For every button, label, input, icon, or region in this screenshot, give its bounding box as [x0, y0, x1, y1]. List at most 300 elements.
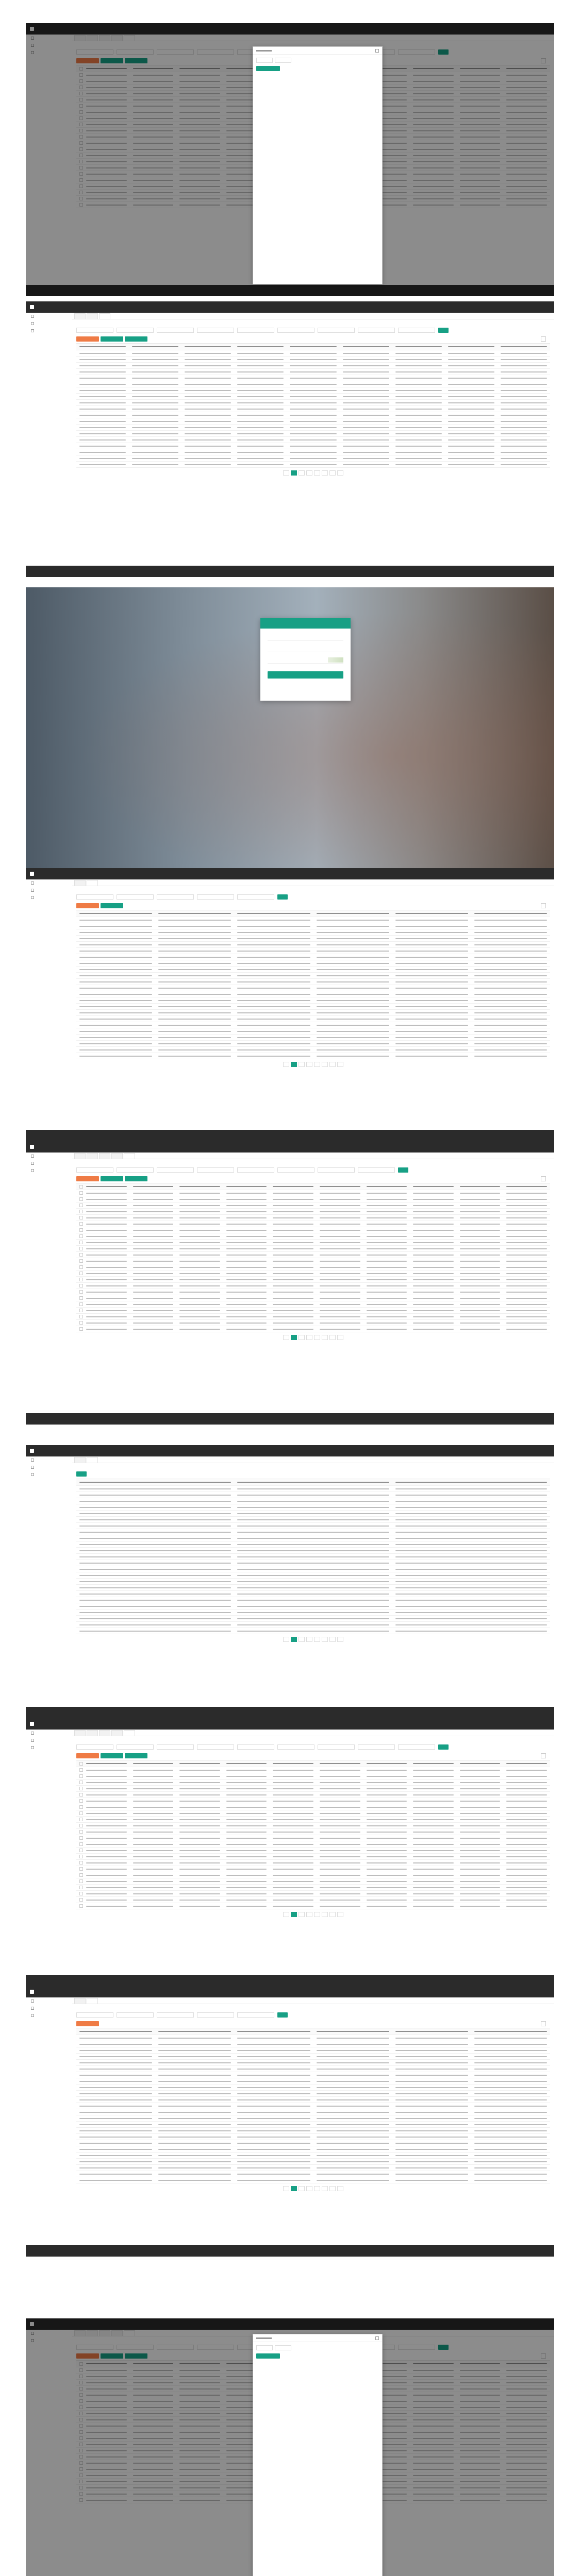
table-row[interactable]	[76, 1326, 550, 1332]
table-row[interactable]	[76, 1190, 550, 1196]
page-button[interactable]	[322, 1335, 328, 1340]
tab[interactable]	[124, 1730, 135, 1736]
table-row[interactable]	[76, 1047, 550, 1053]
filter-input[interactable]	[197, 1167, 234, 1173]
page-button[interactable]	[337, 2186, 343, 2191]
filter-input[interactable]	[76, 894, 113, 900]
table-row[interactable]	[76, 1233, 550, 1240]
filter-input[interactable]	[237, 2012, 274, 2018]
refresh-icon[interactable]	[541, 336, 546, 342]
page-button[interactable]	[337, 1637, 343, 1642]
table-row[interactable]	[76, 1841, 550, 1848]
filter-input[interactable]	[358, 328, 395, 333]
sidebar-item[interactable]	[26, 879, 72, 887]
tab[interactable]	[87, 1153, 98, 1159]
search-button[interactable]	[277, 2012, 288, 2018]
filter-input[interactable]	[76, 328, 113, 333]
table-row[interactable]	[76, 1196, 550, 1202]
table-row[interactable]	[76, 1804, 550, 1810]
table-row[interactable]	[76, 2115, 550, 2122]
row-checkbox[interactable]	[79, 1253, 83, 1257]
table-row[interactable]	[76, 1835, 550, 1841]
row-checkbox[interactable]	[79, 1265, 83, 1269]
table-row[interactable]	[76, 1903, 550, 1909]
table-row[interactable]	[76, 2047, 550, 2054]
table-row[interactable]	[76, 1603, 550, 1609]
page-button[interactable]	[322, 2186, 328, 2191]
row-checkbox[interactable]	[79, 1787, 83, 1790]
table-row[interactable]	[76, 1767, 550, 1773]
table-row[interactable]	[76, 917, 550, 923]
table-row[interactable]	[76, 1897, 550, 1903]
row-checkbox[interactable]	[79, 1302, 83, 1306]
login-button[interactable]	[268, 671, 343, 679]
table-row[interactable]	[76, 394, 550, 400]
action-button[interactable]	[125, 1753, 147, 1758]
sidebar-subitem[interactable]	[26, 1787, 72, 1794]
row-checkbox[interactable]	[79, 1818, 83, 1821]
table-row[interactable]	[76, 1566, 550, 1572]
sidebar-subitem[interactable]	[26, 2019, 72, 2026]
table-row[interactable]	[76, 2041, 550, 2047]
table-row[interactable]	[76, 1246, 550, 1252]
row-checkbox[interactable]	[79, 1204, 83, 1207]
table-row[interactable]	[76, 1511, 550, 1517]
page-button[interactable]	[283, 1062, 289, 1067]
table-row[interactable]	[76, 1283, 550, 1289]
filter-input[interactable]	[117, 1167, 154, 1173]
page-button[interactable]	[314, 1335, 320, 1340]
table-row[interactable]	[76, 1010, 550, 1016]
table-row[interactable]	[76, 1541, 550, 1548]
sidebar-item[interactable]	[26, 320, 72, 327]
page-button[interactable]	[299, 1335, 305, 1340]
confirm-button[interactable]	[256, 66, 280, 71]
row-checkbox[interactable]	[79, 1228, 83, 1232]
table-row[interactable]	[76, 1289, 550, 1295]
table-row[interactable]	[76, 375, 550, 381]
tab[interactable]	[87, 1457, 98, 1463]
page-button[interactable]	[291, 2186, 297, 2191]
table-row[interactable]	[76, 2084, 550, 2091]
action-button[interactable]	[101, 903, 123, 908]
page-button[interactable]	[283, 2186, 289, 2191]
action-button[interactable]	[101, 336, 123, 342]
page-button[interactable]	[306, 1062, 312, 1067]
table-row[interactable]	[76, 2177, 550, 2183]
refresh-icon[interactable]	[541, 1176, 546, 1181]
action-button[interactable]	[76, 1753, 99, 1758]
table-row[interactable]	[76, 2140, 550, 2146]
sidebar-item[interactable]	[26, 1167, 72, 1174]
row-checkbox[interactable]	[79, 1855, 83, 1858]
table-row[interactable]	[76, 1817, 550, 1823]
page-button[interactable]	[314, 1062, 320, 1067]
table-row[interactable]	[76, 1517, 550, 1523]
table-row[interactable]	[76, 437, 550, 443]
filter-input[interactable]	[76, 2012, 113, 2018]
filter-input[interactable]	[318, 1167, 355, 1173]
tab[interactable]	[87, 880, 98, 886]
select-all-checkbox[interactable]	[79, 1762, 83, 1766]
refresh-icon[interactable]	[541, 903, 546, 908]
table-row[interactable]	[76, 425, 550, 431]
row-checkbox[interactable]	[79, 1836, 83, 1840]
table-row[interactable]	[76, 350, 550, 357]
table-row[interactable]	[76, 973, 550, 979]
sidebar-item[interactable]	[26, 1160, 72, 1167]
table-row[interactable]	[76, 1628, 550, 1634]
sidebar-subitem[interactable]	[26, 1181, 72, 1189]
action-button[interactable]	[76, 336, 99, 342]
table-row[interactable]	[76, 1860, 550, 1866]
page-button[interactable]	[299, 1637, 305, 1642]
table-row[interactable]	[76, 2072, 550, 2078]
sidebar-item[interactable]	[26, 2012, 72, 2019]
captcha-image[interactable]	[328, 657, 343, 663]
tab[interactable]	[99, 1730, 110, 1736]
table-row[interactable]	[76, 1227, 550, 1233]
row-checkbox[interactable]	[79, 1886, 83, 1889]
page-button[interactable]	[322, 1637, 328, 1642]
tab[interactable]	[74, 1730, 86, 1736]
page-button[interactable]	[291, 1912, 297, 1917]
table-row[interactable]	[76, 1301, 550, 1308]
sidebar-item[interactable]	[26, 894, 72, 901]
table-row[interactable]	[76, 997, 550, 1004]
sidebar-item[interactable]	[26, 327, 72, 334]
sidebar-subitem[interactable]	[26, 1485, 72, 1493]
sidebar-item[interactable]	[26, 1737, 72, 1744]
table-row[interactable]	[76, 412, 550, 418]
table-row[interactable]	[76, 985, 550, 991]
tab[interactable]	[111, 1153, 123, 1159]
row-checkbox[interactable]	[79, 1781, 83, 1784]
table-row[interactable]	[76, 1773, 550, 1780]
sidebar-item[interactable]	[26, 313, 72, 320]
row-checkbox[interactable]	[79, 1327, 83, 1331]
table-row[interactable]	[76, 2097, 550, 2103]
tab[interactable]	[99, 313, 110, 319]
page-button[interactable]	[306, 1335, 312, 1340]
sidebar-subitem[interactable]	[26, 901, 72, 908]
page-button[interactable]	[337, 1062, 343, 1067]
table-row[interactable]	[76, 948, 550, 954]
table-row[interactable]	[76, 1854, 550, 1860]
page-button[interactable]	[329, 1062, 336, 1067]
select-all-checkbox[interactable]	[79, 1185, 83, 1189]
table-row[interactable]	[76, 979, 550, 985]
sidebar-subitem[interactable]	[26, 334, 72, 342]
filter-input[interactable]	[197, 1744, 234, 1750]
table-row[interactable]	[76, 418, 550, 425]
page-button[interactable]	[306, 2186, 312, 2191]
filter-input[interactable]	[318, 328, 355, 333]
table-row[interactable]	[76, 923, 550, 929]
tab[interactable]	[74, 1153, 86, 1159]
table-row[interactable]	[76, 400, 550, 406]
table-row[interactable]	[76, 1591, 550, 1597]
table-row[interactable]	[76, 357, 550, 363]
table-row[interactable]	[76, 443, 550, 449]
filter-input[interactable]	[277, 1167, 314, 1173]
table-row[interactable]	[76, 1579, 550, 1585]
table-row[interactable]	[76, 2153, 550, 2159]
action-button[interactable]	[76, 2021, 99, 2026]
page-button[interactable]	[299, 2186, 305, 2191]
filter-input[interactable]	[157, 894, 194, 900]
filter-input[interactable]	[237, 894, 274, 900]
table-row[interactable]	[76, 2066, 550, 2072]
row-checkbox[interactable]	[79, 1842, 83, 1846]
filter-input[interactable]	[157, 2012, 194, 2018]
page-button[interactable]	[291, 1637, 297, 1642]
page-button[interactable]	[283, 1335, 289, 1340]
table-row[interactable]	[76, 2159, 550, 2165]
table-row[interactable]	[76, 1792, 550, 1798]
sidebar-item[interactable]	[26, 1471, 72, 1478]
row-checkbox[interactable]	[79, 1234, 83, 1238]
page-button[interactable]	[329, 1912, 336, 1917]
page-button[interactable]	[291, 1335, 297, 1340]
table-row[interactable]	[76, 1252, 550, 1258]
sidebar-subitem[interactable]	[26, 1189, 72, 1196]
field[interactable]	[256, 2345, 273, 2350]
table-row[interactable]	[76, 1215, 550, 1221]
table-row[interactable]	[76, 1028, 550, 1035]
sidebar-subitem[interactable]	[26, 1751, 72, 1758]
table-row[interactable]	[76, 1585, 550, 1591]
tab[interactable]	[74, 880, 86, 886]
sidebar-subitem[interactable]	[26, 2026, 72, 2033]
sidebar-subitem[interactable]	[26, 1773, 72, 1780]
sidebar-subitem[interactable]	[26, 1758, 72, 1766]
table-row[interactable]	[76, 1616, 550, 1622]
table-row[interactable]	[76, 1885, 550, 1891]
table-row[interactable]	[76, 2103, 550, 2109]
row-checkbox[interactable]	[79, 1216, 83, 1219]
search-button[interactable]	[76, 1471, 87, 1477]
table-row[interactable]	[76, 1258, 550, 1264]
search-button[interactable]	[438, 1744, 449, 1750]
table-row[interactable]	[76, 929, 550, 936]
row-checkbox[interactable]	[79, 1879, 83, 1883]
row-checkbox[interactable]	[79, 1315, 83, 1318]
row-checkbox[interactable]	[79, 1793, 83, 1797]
row-checkbox[interactable]	[79, 1222, 83, 1226]
table-row[interactable]	[76, 369, 550, 375]
filter-input[interactable]	[157, 328, 194, 333]
filter-input[interactable]	[76, 1167, 113, 1173]
tab[interactable]	[87, 1998, 98, 2004]
table-row[interactable]	[76, 1041, 550, 1047]
page-button[interactable]	[337, 1335, 343, 1340]
row-checkbox[interactable]	[79, 1309, 83, 1312]
table-row[interactable]	[76, 1035, 550, 1041]
row-checkbox[interactable]	[79, 1849, 83, 1852]
page-button[interactable]	[283, 1912, 289, 1917]
page-button[interactable]	[322, 470, 328, 476]
table-row[interactable]	[76, 1798, 550, 1804]
filter-input[interactable]	[157, 1744, 194, 1750]
refresh-icon[interactable]	[541, 2021, 546, 2026]
table-row[interactable]	[76, 954, 550, 960]
row-checkbox[interactable]	[79, 1241, 83, 1244]
table-row[interactable]	[76, 462, 550, 468]
table-row[interactable]	[76, 1492, 550, 1498]
table-row[interactable]	[76, 1004, 550, 1010]
filter-input[interactable]	[398, 328, 435, 333]
row-checkbox[interactable]	[79, 1259, 83, 1263]
table-row[interactable]	[76, 2146, 550, 2153]
table-row[interactable]	[76, 1308, 550, 1314]
tab[interactable]	[87, 1730, 98, 1736]
page-button[interactable]	[337, 470, 343, 476]
page-button[interactable]	[322, 1062, 328, 1067]
filter-input[interactable]	[197, 2012, 234, 2018]
action-button[interactable]	[76, 903, 99, 908]
table-row[interactable]	[76, 455, 550, 462]
sidebar-subitem[interactable]	[26, 1766, 72, 1773]
row-checkbox[interactable]	[79, 1210, 83, 1213]
sidebar-item[interactable]	[26, 1153, 72, 1160]
filter-input[interactable]	[76, 1744, 113, 1750]
table-row[interactable]	[76, 967, 550, 973]
filter-input[interactable]	[117, 894, 154, 900]
page-button[interactable]	[314, 470, 320, 476]
table-row[interactable]	[76, 1016, 550, 1022]
row-checkbox[interactable]	[79, 1861, 83, 1865]
filter-input[interactable]	[358, 1167, 395, 1173]
filter-input[interactable]	[358, 1744, 395, 1750]
close-icon[interactable]	[375, 49, 379, 53]
table-row[interactable]	[76, 2054, 550, 2060]
table-row[interactable]	[76, 2134, 550, 2140]
table-row[interactable]	[76, 431, 550, 437]
filter-input[interactable]	[398, 1744, 435, 1750]
sidebar-subitem[interactable]	[26, 1210, 72, 1217]
page-button[interactable]	[314, 1912, 320, 1917]
sidebar-subitem[interactable]	[26, 1196, 72, 1203]
row-checkbox[interactable]	[79, 1290, 83, 1294]
action-button[interactable]	[101, 1753, 123, 1758]
table-row[interactable]	[76, 2078, 550, 2084]
page-button[interactable]	[299, 470, 305, 476]
table-row[interactable]	[76, 1823, 550, 1829]
page-button[interactable]	[306, 1912, 312, 1917]
page-button[interactable]	[306, 1637, 312, 1642]
refresh-icon[interactable]	[541, 1753, 546, 1758]
row-checkbox[interactable]	[79, 1811, 83, 1815]
sidebar-subitem[interactable]	[26, 1174, 72, 1181]
table-row[interactable]	[76, 1548, 550, 1554]
close-icon[interactable]	[375, 2336, 379, 2340]
page-button[interactable]	[329, 1637, 336, 1642]
page-button[interactable]	[314, 2186, 320, 2191]
table-row[interactable]	[76, 2060, 550, 2066]
action-button[interactable]	[101, 1176, 123, 1181]
row-checkbox[interactable]	[79, 1197, 83, 1201]
field[interactable]	[275, 58, 291, 63]
table-row[interactable]	[76, 936, 550, 942]
table-row[interactable]	[76, 960, 550, 967]
table-row[interactable]	[76, 381, 550, 387]
row-checkbox[interactable]	[79, 1272, 83, 1275]
table-row[interactable]	[76, 1560, 550, 1566]
filter-input[interactable]	[237, 328, 274, 333]
tab[interactable]	[87, 313, 98, 319]
filter-input[interactable]	[117, 2012, 154, 2018]
search-button[interactable]	[277, 894, 288, 900]
table-row[interactable]	[76, 1022, 550, 1028]
row-checkbox[interactable]	[79, 1321, 83, 1325]
action-button[interactable]	[125, 336, 147, 342]
table-row[interactable]	[76, 1572, 550, 1579]
tab[interactable]	[124, 1153, 135, 1159]
table-row[interactable]	[76, 363, 550, 369]
table-row[interactable]	[76, 1829, 550, 1835]
table-row[interactable]	[76, 2035, 550, 2041]
row-checkbox[interactable]	[79, 1247, 83, 1250]
filter-input[interactable]	[197, 328, 234, 333]
page-button[interactable]	[329, 1335, 336, 1340]
table-row[interactable]	[76, 2128, 550, 2134]
row-checkbox[interactable]	[79, 1799, 83, 1803]
filter-input[interactable]	[318, 1744, 355, 1750]
page-button[interactable]	[329, 2186, 336, 2191]
table-row[interactable]	[76, 1221, 550, 1227]
table-row[interactable]	[76, 1320, 550, 1326]
page-button[interactable]	[299, 1912, 305, 1917]
page-button[interactable]	[291, 1062, 297, 1067]
table-row[interactable]	[76, 1504, 550, 1511]
page-button[interactable]	[337, 1912, 343, 1917]
tab[interactable]	[74, 1457, 86, 1463]
action-button[interactable]	[125, 1176, 147, 1181]
table-row[interactable]	[76, 942, 550, 948]
sidebar-subitem[interactable]	[26, 1203, 72, 1210]
row-checkbox[interactable]	[79, 1284, 83, 1287]
row-checkbox[interactable]	[79, 1892, 83, 1895]
table-row[interactable]	[76, 1486, 550, 1492]
row-checkbox[interactable]	[79, 1898, 83, 1902]
filter-input[interactable]	[277, 1744, 314, 1750]
tab[interactable]	[74, 1998, 86, 2004]
tab[interactable]	[111, 1730, 123, 1736]
page-button[interactable]	[314, 1637, 320, 1642]
row-checkbox[interactable]	[79, 1768, 83, 1772]
table-row[interactable]	[76, 2109, 550, 2115]
search-button[interactable]	[398, 1167, 408, 1173]
table-row[interactable]	[76, 1554, 550, 1560]
table-row[interactable]	[76, 2091, 550, 2097]
table-row[interactable]	[76, 2122, 550, 2128]
field[interactable]	[275, 2345, 291, 2350]
table-row[interactable]	[76, 1622, 550, 1628]
table-row[interactable]	[76, 1240, 550, 1246]
table-row[interactable]	[76, 449, 550, 455]
sidebar-subitem[interactable]	[26, 1478, 72, 1485]
search-button[interactable]	[438, 328, 449, 333]
field[interactable]	[256, 58, 273, 63]
table-row[interactable]	[76, 1597, 550, 1603]
page-button[interactable]	[283, 470, 289, 476]
captcha-input[interactable]	[268, 657, 343, 664]
row-checkbox[interactable]	[79, 1830, 83, 1834]
tab[interactable]	[99, 1153, 110, 1159]
row-checkbox[interactable]	[79, 1904, 83, 1908]
sidebar-subitem[interactable]	[26, 908, 72, 916]
